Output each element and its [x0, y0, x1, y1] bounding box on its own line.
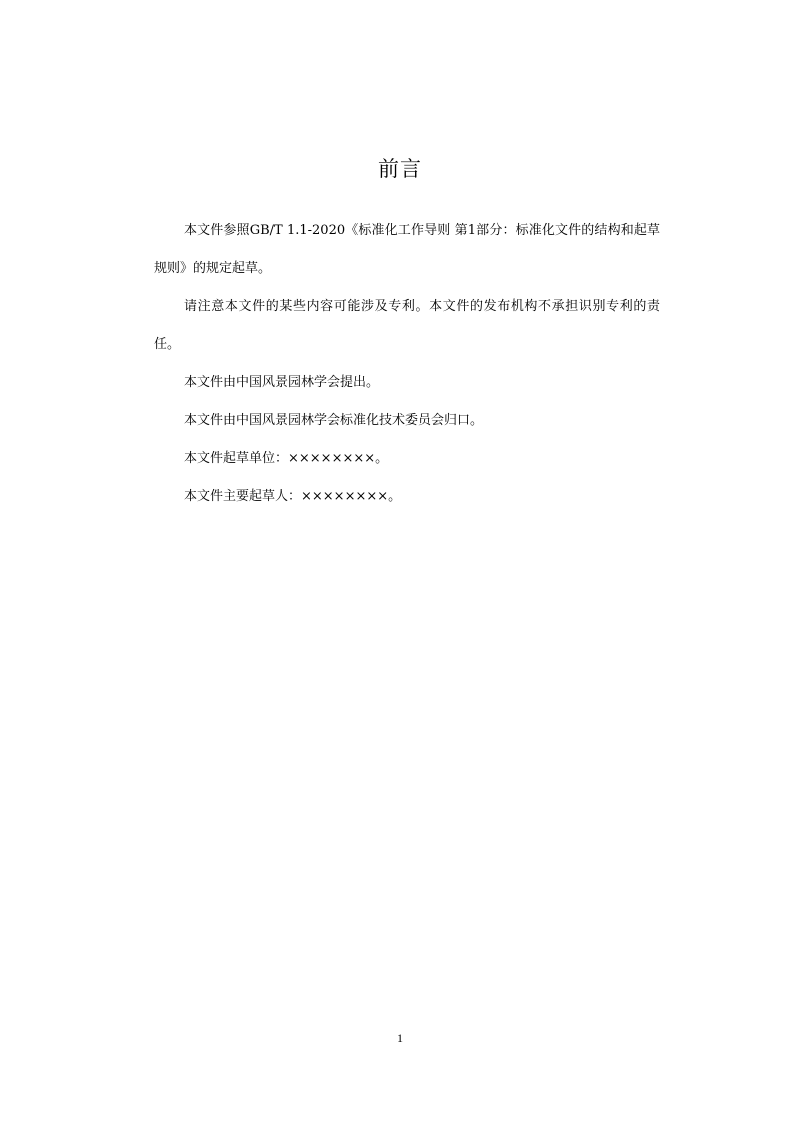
page-number: 1: [397, 1031, 403, 1045]
paragraph-main-drafters: 本文件主要起草人：××××××××。: [184, 489, 402, 504]
foreword-body: [154, 212, 660, 516]
page-title: 前言: [378, 157, 422, 181]
paragraph-drafting-units: 本文件起草单位：××××××××。: [184, 451, 389, 466]
paragraph-drafting-basis: 本文件参照GB/T 1.1-2020《标准化工作导则 第1部分：标准化文件的结构和起草规则》的规定起草。: [154, 223, 660, 276]
paragraph-administrator: 本文件由中国风景园林学会标准化技术委员会归口。: [184, 413, 484, 428]
paragraph-patent-notice: 请注意本文件的某些内容可能涉及专利。本文件的发布机构不承担识别专利的责任。: [154, 299, 660, 352]
paragraph-proposer: 本文件由中国风景园林学会提出。: [184, 375, 380, 390]
